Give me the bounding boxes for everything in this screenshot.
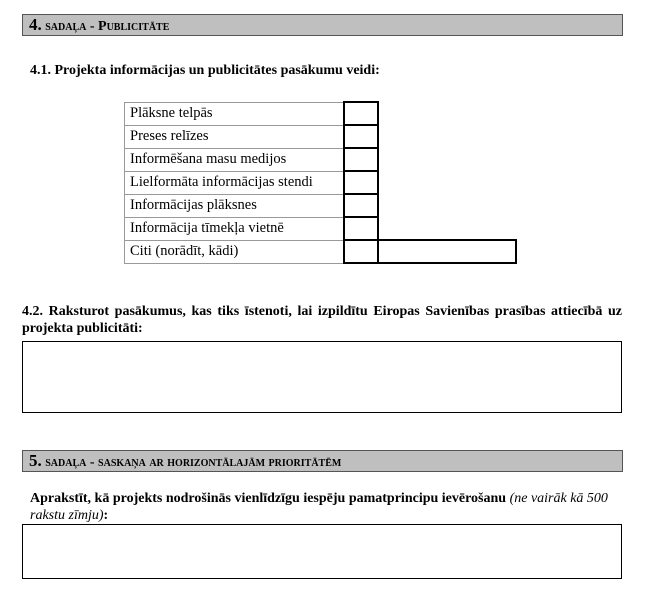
table-row <box>125 148 517 171</box>
publicity-type-checkbox[interactable] <box>344 171 378 194</box>
equal-opportunities-textarea[interactable] <box>22 524 622 579</box>
equal-opportunities-prompt-text: Aprakstīt, kā projekts nodrošinās vienlīdzīgu iespēju pamatprincipu ievērošanu <box>30 491 507 506</box>
other-specify-field[interactable] <box>378 240 516 263</box>
section-4-header <box>22 14 623 36</box>
table-row <box>125 194 517 217</box>
publicity-type-label: Lielformāta informācijas stendi <box>125 171 345 194</box>
publicity-types-heading: 4.1. Projekta informācijas un publicitātes pasākumu veidi: <box>30 63 380 78</box>
section-4-number: 4. <box>29 15 42 34</box>
table-row <box>125 171 517 194</box>
publicity-type-label: Informēšana masu medijos <box>125 148 345 171</box>
publicity-type-checkbox[interactable] <box>344 102 378 125</box>
publicity-measures-textarea[interactable] <box>22 341 622 413</box>
character-limit-note: (ne vairāk kā 500 rakstu zīmju) <box>30 491 608 523</box>
publicity-type-checkbox[interactable] <box>344 125 378 148</box>
publicity-type-checkbox[interactable] <box>344 194 378 217</box>
publicity-type-label: Informācijas plāksnes <box>125 194 345 217</box>
publicity-type-label: Informācija tīmekļa vietnē <box>125 217 345 240</box>
section-4-title: sadaļa - Publicitāte <box>45 19 170 34</box>
publicity-type-label: Preses relīzes <box>125 125 345 148</box>
publicity-types-table <box>124 101 517 264</box>
table-row <box>125 217 517 240</box>
section-5-header <box>22 450 623 472</box>
section-5-title: sadaļa - saskaņa ar horizontālajām prioritātēm <box>45 455 342 470</box>
publicity-type-checkbox[interactable] <box>344 240 378 263</box>
publicity-type-label: Plāksne telpās <box>125 102 345 125</box>
section-5-number: 5. <box>29 451 42 470</box>
table-row <box>125 102 517 125</box>
equal-opportunities-prompt <box>30 490 622 524</box>
prompt-colon: : <box>103 508 109 523</box>
publicity-type-checkbox[interactable] <box>344 148 378 171</box>
publicity-measures-heading: 4.2. Raksturot pasākumus, kas tiks īstenoti, lai izpildītu Eiropas Savienības prasības attiecībā uz projekta publicitāti: <box>22 304 622 336</box>
publicity-type-checkbox[interactable] <box>344 217 378 240</box>
table-row <box>125 240 517 263</box>
table-row <box>125 125 517 148</box>
publicity-type-label: Citi (norādīt, kādi) <box>125 240 345 263</box>
